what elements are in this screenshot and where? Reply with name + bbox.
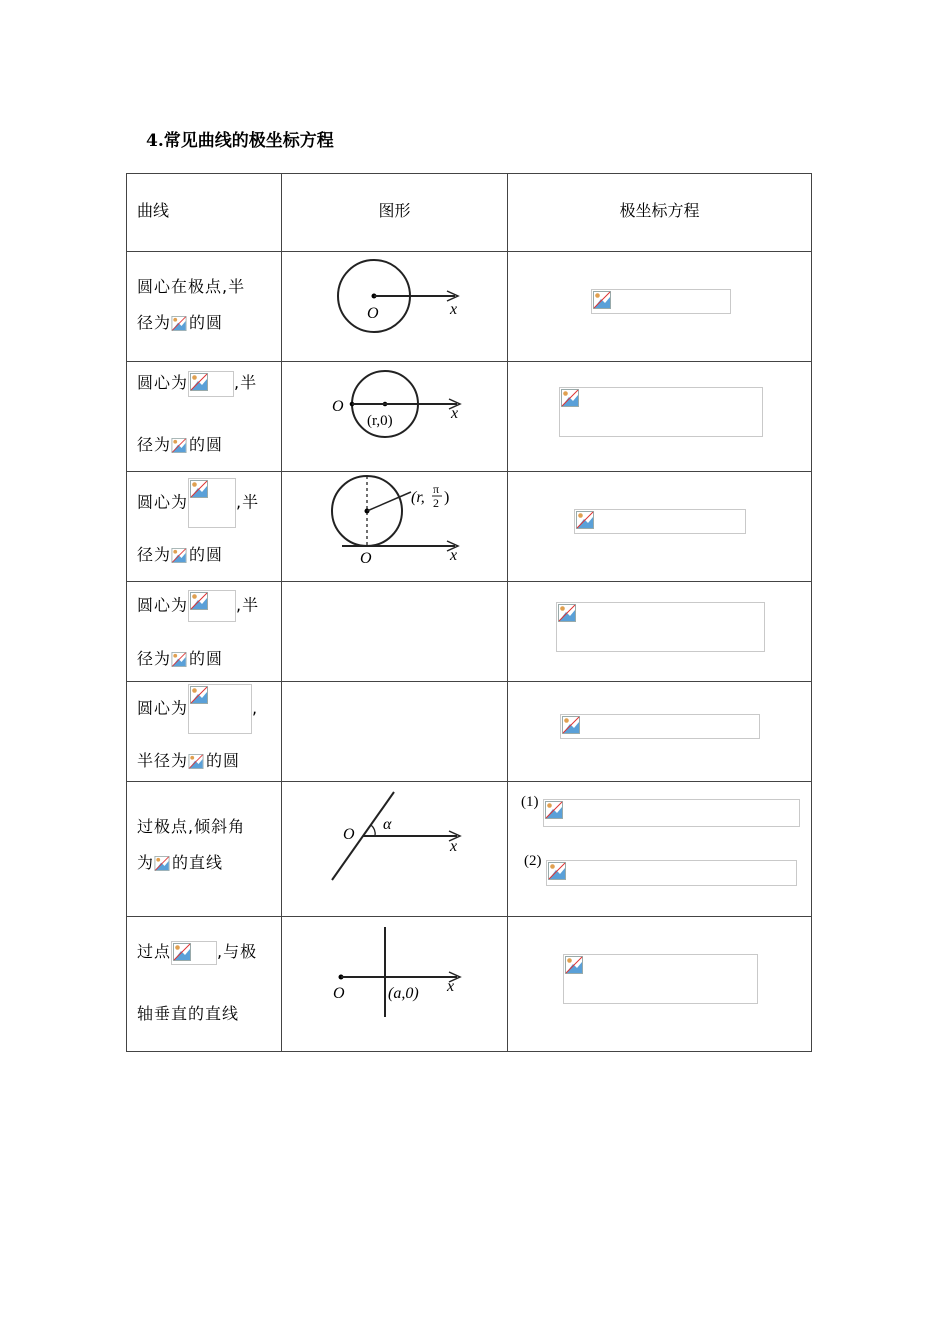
- broken-image-icon: [558, 604, 576, 622]
- formula-image-placeholder: [188, 478, 236, 528]
- pi-label: π: [433, 482, 440, 496]
- origin-label: O: [333, 985, 345, 1002]
- origin-label: O: [360, 550, 372, 567]
- point-label-prefix: (r,: [411, 489, 425, 506]
- curve-text: 的直线: [172, 853, 224, 872]
- equation-image-placeholder: [560, 714, 760, 739]
- curve-text-line2: [137, 432, 223, 455]
- equation-image-placeholder: [563, 954, 758, 1004]
- equation-number-2: (2): [524, 853, 542, 869]
- curve-text-line1: [137, 684, 258, 734]
- curve-text: 圆心为: [137, 595, 189, 615]
- broken-image-icon: [561, 389, 579, 407]
- broken-image-icon: [171, 652, 187, 667]
- header-figure: 图形: [378, 201, 411, 220]
- equation-image-placeholder: [559, 387, 763, 437]
- curve-text: ,半: [234, 373, 258, 392]
- curve-text: 径为: [137, 313, 172, 332]
- curve-text-line2: [137, 542, 223, 565]
- curve-cell: [127, 362, 282, 472]
- close-paren-label: ): [444, 489, 450, 506]
- table-row: [127, 782, 812, 917]
- equation-image-placeholder: [546, 860, 797, 886]
- broken-image-icon: [171, 438, 187, 453]
- curve-cell: [127, 252, 282, 362]
- figure-cell: [282, 682, 508, 782]
- broken-image-icon: [593, 291, 611, 309]
- broken-image-icon: [562, 716, 580, 734]
- point-label: (r,0): [367, 413, 393, 429]
- table-row: [127, 472, 812, 582]
- axis-label: x: [447, 978, 455, 995]
- equation-number-1: (1): [521, 794, 539, 810]
- curve-cell: [127, 917, 282, 1052]
- axis-label: x: [450, 838, 458, 855]
- curve-text: 的圆: [189, 435, 224, 454]
- figure-cell: [282, 252, 508, 362]
- curve-text-line1: [137, 370, 257, 397]
- curve-text-line1: [137, 590, 259, 622]
- curve-text-line2: [137, 646, 223, 669]
- header-equation: 极坐标方程: [619, 201, 700, 220]
- curve-text-line1: [137, 274, 245, 297]
- circle-at-pole-figure: [327, 256, 472, 356]
- equation-cell: [508, 582, 812, 682]
- circle-center-r-pi2-figure: [327, 474, 477, 578]
- curve-text: 的圆: [206, 751, 241, 770]
- curve-text-line2: [137, 1001, 239, 1024]
- broken-image-icon: [171, 548, 187, 563]
- equation-image-placeholder: [556, 602, 765, 652]
- figure-cell: [282, 582, 508, 682]
- curve-text: 的圆: [189, 313, 224, 332]
- curve-text: ,与极: [217, 942, 258, 961]
- curve-text: 径为: [137, 435, 172, 454]
- equation-image-placeholder: [574, 509, 746, 534]
- table-row: [127, 252, 812, 362]
- table-row: [127, 917, 812, 1052]
- curve-text: 径为: [137, 649, 172, 668]
- axis-label: x: [450, 301, 458, 318]
- vertical-line-figure: [327, 919, 477, 1049]
- broken-image-icon: [190, 592, 208, 610]
- formula-image-placeholder: [171, 548, 189, 564]
- curve-text: 过极点,倾斜角: [137, 817, 246, 836]
- broken-image-icon: [190, 480, 208, 498]
- origin-label: O: [332, 398, 344, 415]
- curve-text: ,半: [236, 595, 260, 615]
- curve-text: ,: [252, 698, 259, 718]
- equation-cell: [508, 252, 812, 362]
- origin-label: O: [343, 826, 355, 843]
- curve-cell: [127, 682, 282, 782]
- table-row: [127, 682, 812, 782]
- formula-image-placeholder: [171, 652, 189, 668]
- header-cell-equation: [508, 174, 812, 252]
- broken-image-icon: [190, 373, 208, 391]
- angle-label: α: [383, 816, 392, 833]
- broken-image-icon: [545, 801, 563, 819]
- figure-cell: [282, 472, 508, 582]
- curve-text: 轴垂直的直线: [137, 1004, 240, 1023]
- formula-image-placeholder: [171, 941, 217, 965]
- formula-image-placeholder: [171, 316, 189, 332]
- curve-cell: [127, 582, 282, 682]
- equation-image-placeholder: [543, 799, 800, 827]
- curve-text-line1: [137, 478, 259, 528]
- equation-cell: [508, 472, 812, 582]
- header-cell-curve: [127, 174, 282, 252]
- curve-text-line2: [137, 748, 240, 771]
- curve-text-line2: [137, 850, 223, 873]
- formula-image-placeholder: [188, 754, 206, 770]
- figure-cell: [282, 917, 508, 1052]
- axis-label: x: [450, 547, 458, 564]
- broken-image-icon: [171, 316, 187, 331]
- table-row: [127, 362, 812, 472]
- formula-image-placeholder: [188, 371, 234, 397]
- line-through-pole-figure: [327, 784, 477, 914]
- curve-cell: [127, 782, 282, 917]
- equation-cell: [508, 917, 812, 1052]
- header-cell-figure: [282, 174, 508, 252]
- curve-text-line1: [137, 814, 245, 837]
- broken-image-icon: [565, 956, 583, 974]
- point-label: (a,0): [388, 985, 419, 1002]
- curve-cell: [127, 472, 282, 582]
- broken-image-icon: [548, 862, 566, 880]
- figure-cell: [282, 362, 508, 472]
- curve-text: 圆心在极点,半: [137, 277, 246, 296]
- curve-text: 圆心为: [137, 373, 189, 392]
- equation-cell: [508, 782, 812, 917]
- section-heading: 4.常见曲线的极坐标方程: [146, 131, 334, 151]
- header-curve: 曲线: [137, 201, 170, 220]
- curve-text: 过点: [137, 942, 172, 961]
- equation-image-placeholder: [591, 289, 731, 314]
- curve-text: 半径为: [137, 751, 189, 770]
- broken-image-icon: [190, 686, 208, 704]
- origin-label: O: [367, 305, 379, 322]
- table-row: [127, 582, 812, 682]
- equation-cell: [508, 682, 812, 782]
- broken-image-icon: [173, 943, 191, 961]
- figure-cell: [282, 782, 508, 917]
- broken-image-icon: [188, 754, 204, 769]
- curve-text: 径为: [137, 545, 172, 564]
- formula-image-placeholder: [188, 684, 252, 734]
- two-label: 2: [433, 496, 439, 510]
- broken-image-icon: [154, 856, 170, 871]
- curve-text: 的圆: [189, 545, 224, 564]
- formula-image-placeholder: [188, 590, 236, 622]
- curve-text-line2: [137, 310, 223, 333]
- curve-text: 圆心为: [137, 698, 189, 718]
- curve-text: 为: [137, 853, 155, 872]
- polar-equation-table: [126, 173, 812, 1052]
- formula-image-placeholder: [171, 438, 189, 454]
- broken-image-icon: [576, 511, 594, 529]
- formula-image-placeholder: [154, 856, 172, 872]
- axis-label: x: [451, 405, 459, 422]
- curve-text: 圆心为: [137, 492, 189, 512]
- equation-cell: [508, 362, 812, 472]
- circle-center-r0-figure: [327, 366, 477, 466]
- curve-text: 的圆: [189, 649, 224, 668]
- curve-text-line1: [137, 939, 257, 965]
- table-header-row: [127, 174, 812, 252]
- curve-text: ,半: [236, 492, 260, 512]
